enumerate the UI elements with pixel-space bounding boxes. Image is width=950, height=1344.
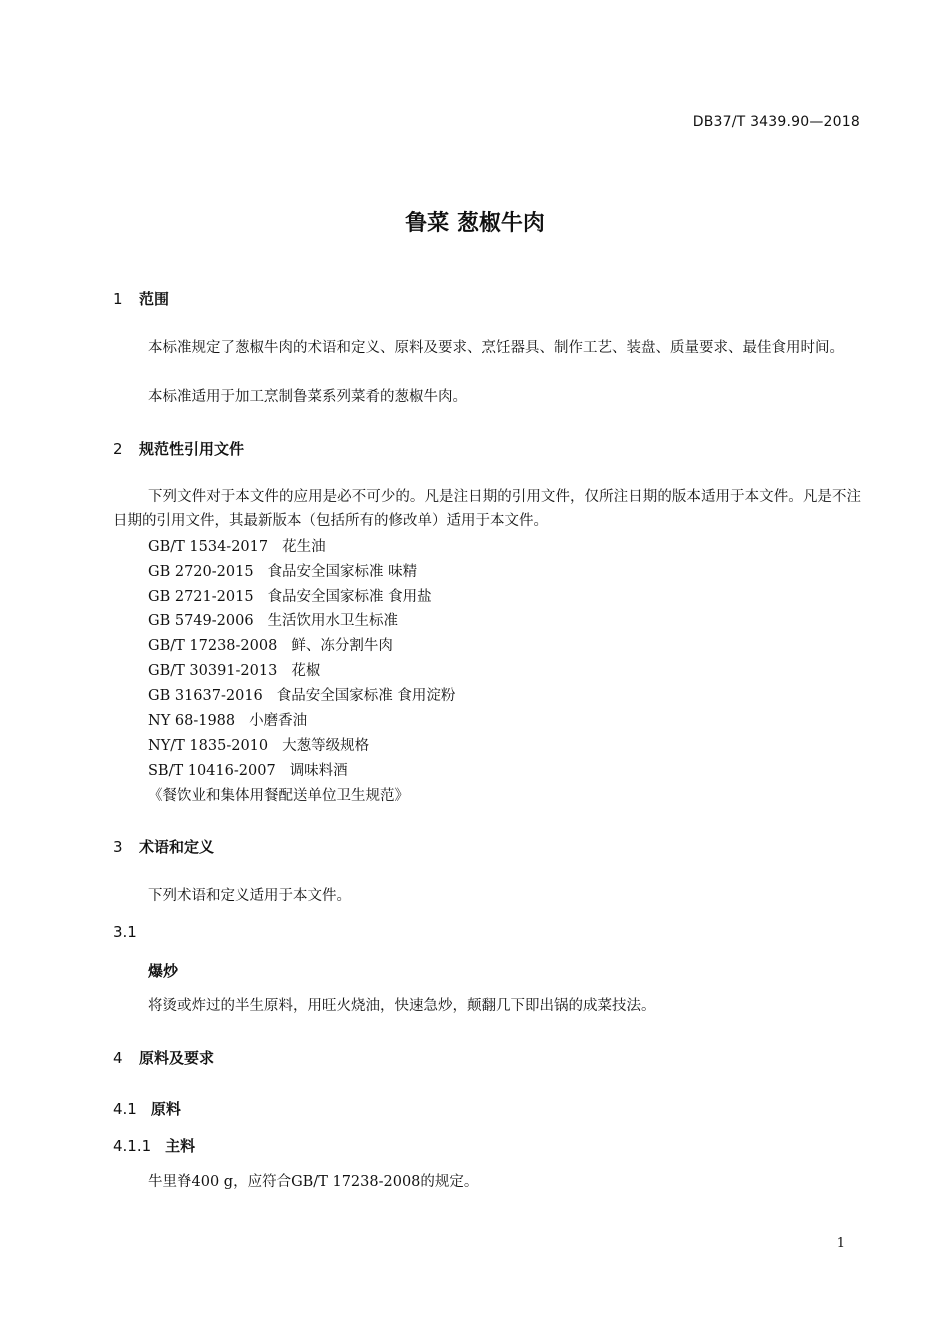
reference-item: GB/T 1534-2017 花生油 [148, 539, 326, 555]
section-number: 1 [113, 290, 123, 308]
section-1-heading [113, 288, 169, 309]
reference-item: 《餐饮业和集体用餐配送单位卫生规范》 [148, 788, 409, 804]
document-title: 鲁菜 葱椒牛肉 [405, 211, 545, 236]
reference-item: GB/T 17238-2008 鲜、冻分割牛肉 [148, 638, 393, 654]
terms-intro: 下列术语和定义适用于本文件。 [148, 888, 351, 904]
reference-item: SB/T 10416-2007 调味料酒 [148, 763, 348, 779]
reference-item: NY 68-1988 小磨香油 [148, 713, 308, 729]
section-3-heading [113, 836, 214, 857]
section-2-heading [113, 438, 244, 459]
section-4-heading [113, 1047, 214, 1068]
section-number: 2 [113, 440, 123, 458]
reference-item: GB/T 30391-2013 花椒 [148, 663, 321, 679]
term-name: 爆炒 [148, 962, 179, 980]
section-title: 范围 [139, 290, 170, 308]
section-number: 3 [113, 838, 123, 856]
page-number: 1 [836, 1236, 845, 1251]
reference-item: GB 2720-2015 食品安全国家标准 味精 [148, 564, 418, 580]
reference-item: NY/T 1835-2010 大葱等级规格 [148, 738, 370, 754]
standard-code: DB37/T 3439.90—2018 [692, 114, 860, 130]
reference-item: GB 2721-2015 食品安全国家标准 食用盐 [148, 589, 432, 605]
section-number: 4 [113, 1049, 123, 1067]
scope-paragraph-2: 本标准适用于加工烹制鲁菜系列菜肴的葱椒牛肉。 [148, 389, 467, 405]
main-ingredient-paragraph: 牛里脊400 g，应符合GB/T 17238-2008的规定。 [148, 1174, 479, 1190]
section-title: 规范性引用文件 [139, 440, 245, 458]
clause-3-1-number: 3.1 [113, 923, 137, 941]
reference-item: GB 31637-2016 食品安全国家标准 食用淀粉 [148, 688, 456, 704]
clause-4-1-1-heading: 4.1.1 主料 [113, 1137, 196, 1155]
reference-item: GB 5749-2006 生活饮用水卫生标准 [148, 613, 399, 629]
term-definition: 将烫或炸过的半生原料，用旺火烧油，快速急炒，颠翻几下即出锅的成菜技法。 [148, 998, 656, 1014]
scope-paragraph-1: 本标准规定了葱椒牛肉的术语和定义、原料及要求、烹饪器具、制作工艺、装盘、质量要求、最佳食用时间。 [148, 340, 844, 356]
references-intro: 下列文件对于本文件的应用是必不可少的。凡是注日期的引用文件，仅所注日期的版本适用于本文件。凡是不注日期的引用文件，其最新版本（包括所有的修改单）适用于本文件。 [113, 489, 861, 529]
section-title: 术语和定义 [139, 838, 215, 856]
clause-4-1-heading: 4.1 原料 [113, 1100, 181, 1118]
section-title: 原料及要求 [139, 1049, 215, 1067]
